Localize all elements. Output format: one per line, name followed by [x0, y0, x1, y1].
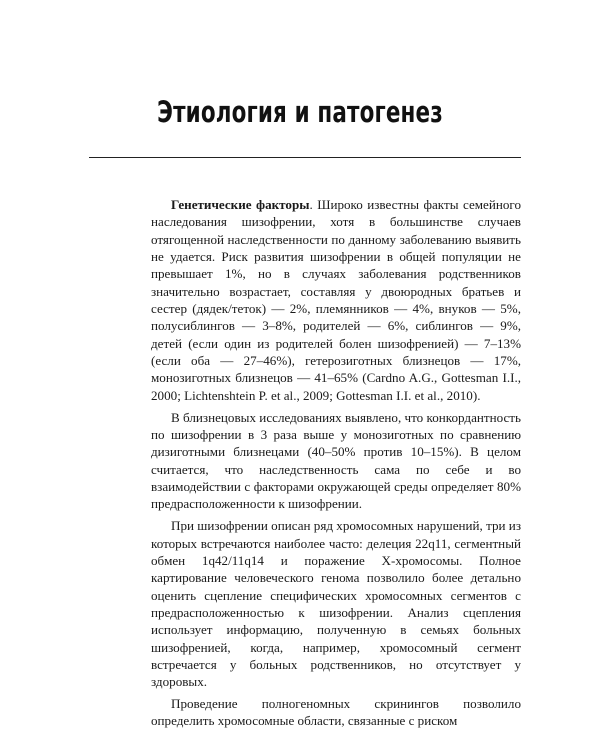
- paragraph-genome-screening: Проведение полногеномных скринингов позволило определить хромосомные области, связанные с риском: [151, 696, 521, 729]
- body-text: [151, 196, 521, 734]
- paragraph-twin-studies: В близнецовых исследованиях выявлено, что конкордантность по шизофрении в 3 раза выше у монозиготных по сравнению дизиготными близнецами (40–50% против 10–15%). В целом считается, что наследственность сама по себе и во взаимодействии с факторами окружающей среды определяет 80% предрасположенности к шизофрении.: [151, 409, 521, 512]
- paragraph-chromosomal-disorders: При шизофрении описан ряд хромосомных нарушений, три из которых встречаются наиболее часто: делеция 22q11, сегментный обмен 1q42/11q14 и поражение X-хромосомы. Полное картирование человеческого генома позволило более детально оценить сцепление специфических хромосомных сегментов с предрасположенностью к шизофрении. Анализ сцепления использует информацию, полученную в семьях больных шизофренией, когда, например, хромосомный сегмент встречается у больных родственников, но отсутствует у здоровых.: [151, 518, 521, 690]
- chapter-title: Этиология и патогенез: [157, 95, 443, 130]
- paragraph-genetic-factors: [151, 196, 521, 404]
- title-divider: [89, 157, 521, 158]
- paragraph-lead: Генетические факторы: [171, 197, 310, 212]
- paragraph-text: . Широко известны факты семейного наследования шизофрении, хотя в большинстве случаев отягощенной наследственности по данному заболеванию выявить не удается. Риск развития шизофрении в общей популяции не превышает 1%, но в случаях заболевания родственников значительно возрастает, составляя у двоюродных братьев и сестер (дядек/теток) — 2%, племянников — 4%, внуков — 5%, полусиблингов — 3–8%, родителей — 6%, сиблингов — 9%, детей (если один из родителей болен шизофренией) — 7–13% (если оба — 27–46%), гетерозиготных близнецов — 17%, монозиготных близнецов — 41–65% (Cardno A.G., Gottesman I.I., 2000; Lichtenshtein P. et al., 2009; Gottesman I.I. et al., 2010).: [151, 197, 522, 403]
